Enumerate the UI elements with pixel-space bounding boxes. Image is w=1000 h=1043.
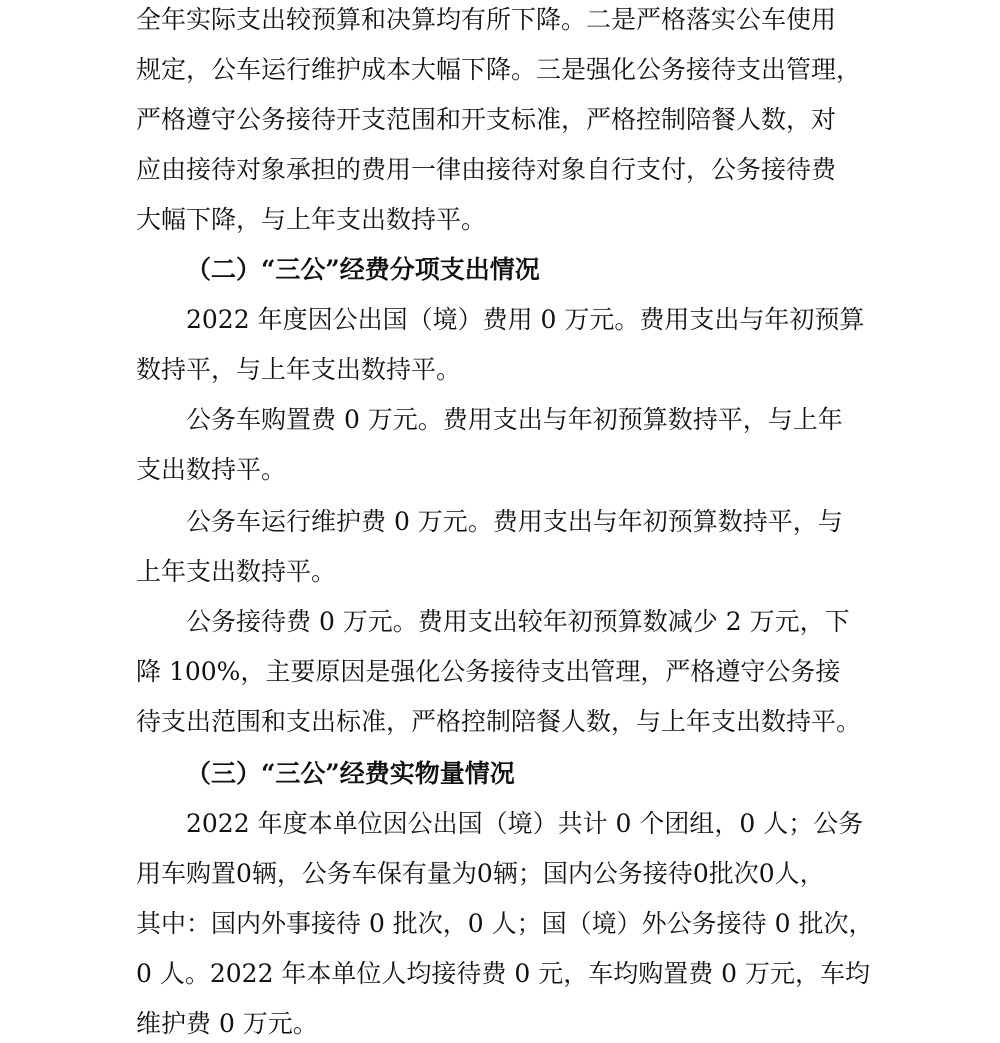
text-run: 用车购置0辆，公务车保有量为0辆；国内公务接待0批次0人， [136,859,825,888]
paragraph-line [186,604,850,640]
paragraph-line [136,352,461,388]
text-run: 其中：国内外事接待 0 批次，0 人；国（境）外公务接待 0 批次， [136,909,874,938]
paragraph-line [136,856,825,892]
paragraph-line [186,302,864,338]
paragraph-line [186,806,863,842]
text-run: 维护费 0 万元。 [136,1009,318,1038]
heading-text: （二）“三公”经费分项支出情况 [186,255,540,284]
paragraph-line [136,654,840,690]
paragraph-line [186,402,843,438]
paragraph-line [136,1006,318,1042]
text-run: 2022 年度因公出国（境）费用 0 万元。费用支出与年初预算 [186,305,865,334]
paragraph-line [136,452,286,488]
paragraph-line [186,504,843,540]
paragraph-line [136,202,486,238]
text-run: 支出数持平。 [136,455,287,484]
text-run: 2022 年度本单位因公出国（境）共计 0 个团组，0 人；公务 [186,809,864,838]
text-run: 降 100%，主要原因是强化公务接待支出管理，严格遵守公务接 [136,657,841,686]
text-run: 大幅下降，与上年支出数持平。 [136,205,487,234]
text-run: 全年实际支出较预算和决算均有所下降。二是严格落实公车使用 [136,5,837,34]
paragraph-line [136,906,873,942]
text-run: 应由接待对象承担的费用一律由接待对象自行支付，公务接待费 [136,155,837,184]
heading-text: （三）“三公”经费实物量情况 [186,759,515,788]
text-run: 公务车购置费 0 万元。费用支出与年初预算数持平，与上年 [186,405,843,434]
paragraph-line [136,102,836,138]
text-run: 待支出范围和支出标准，严格控制陪餐人数，与上年支出数持平。 [136,707,862,736]
text-run: 上年支出数持平。 [136,557,337,586]
paragraph-line [136,2,888,38]
paragraph-line [136,152,836,188]
text-run: 严格遵守公务接待开支范围和开支标准，严格控制陪餐人数，对 [136,105,837,134]
paragraph-line [136,52,861,88]
paragraph-line [136,704,861,740]
paragraph-line [136,956,870,992]
section-heading-3 [186,756,515,792]
paragraph-line [136,554,336,590]
text-run: 公务车运行维护费 0 万元。费用支出与年初预算数持平，与 [186,507,843,536]
text-run: 数持平，与上年支出数持平。 [136,355,462,384]
section-heading-2 [186,252,540,288]
text-run: 0 人。2022 年本单位人均接待费 0 元，车均购置费 0 万元，车均 [136,959,871,988]
text-run: 公务接待费 0 万元。费用支出较年初预算数减少 2 万元，下 [186,607,850,636]
text-run: 规定，公车运行维护成本大幅下降。三是强化公务接待支出管理， [136,55,862,84]
